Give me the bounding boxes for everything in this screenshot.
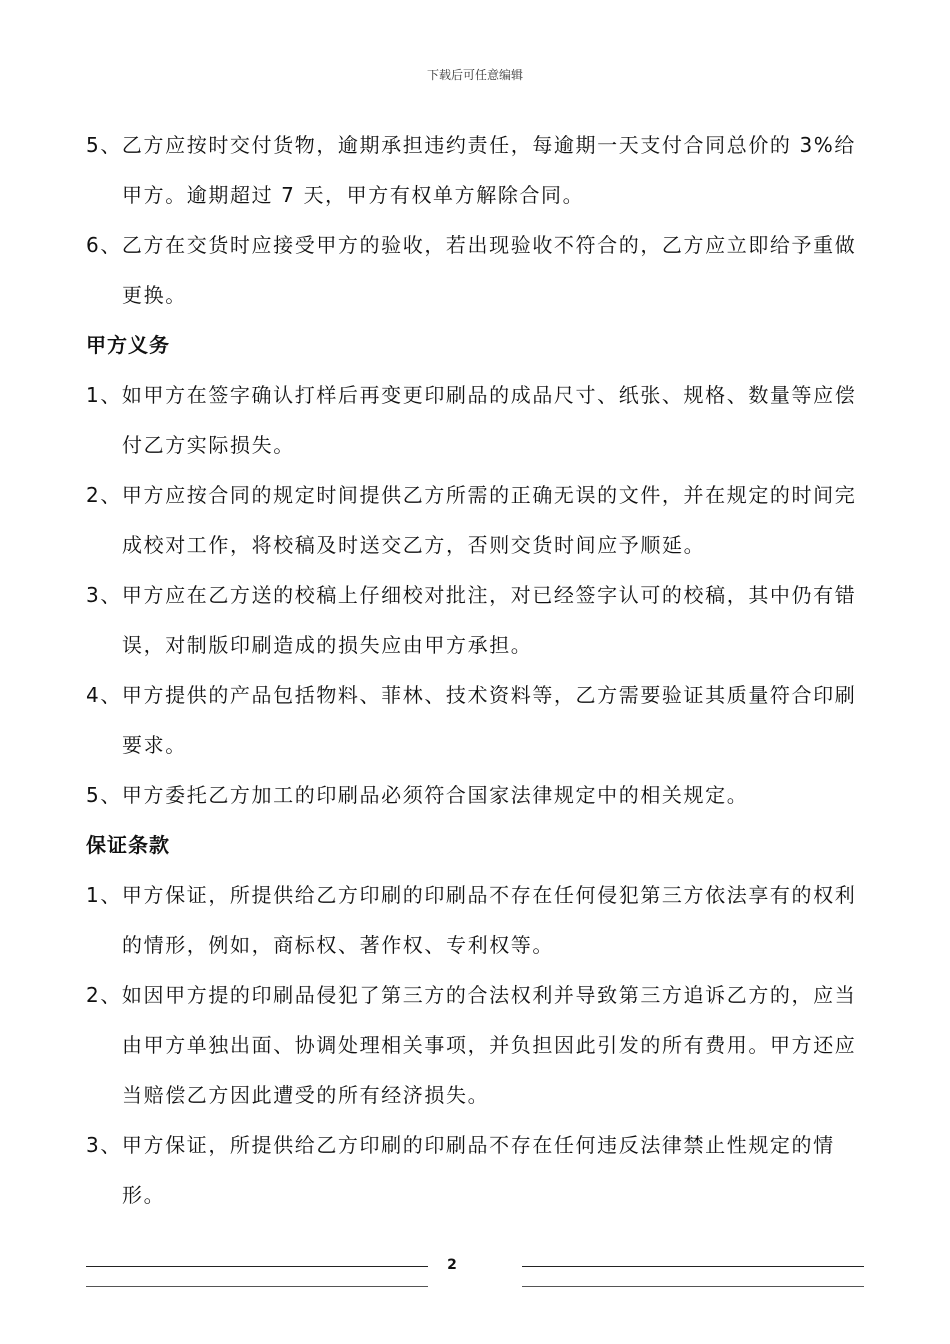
clause-guarantee-1: 1、甲方保证，所提供给乙方印刷的印刷品不存在任何侵犯第三方依法享有的权利的情形，例如，商标权、著作权、专利权等。 (86, 883, 857, 957)
header-note: 下载后可任意编辑 (426, 68, 523, 82)
clause-jia-2: 2、甲方应按合同的规定时间提供乙方所需的正确无误的文件，并在规定的时间完成校对工作，将校稿及时送交乙方，否则交货时间应予顺延。 (86, 483, 857, 557)
footer-rule-right-lower (522, 1286, 864, 1287)
clause-yi-5: 5、乙方应按时交付货物，逾期承担违约责任，每逾期一天支付合同总价的 3%给甲方。逾期超过 7 天，甲方有权单方解除合同。 (86, 133, 857, 207)
clause-yi-6: 6、乙方在交货时应接受甲方的验收，若出现验收不符合的，乙方应立即给予重做更换。 (86, 233, 857, 307)
page-number: 2 (447, 1257, 457, 1273)
clause-jia-3: 3、甲方应在乙方送的校稿上仔细校对批注，对已经签字认可的校稿，其中仍有错误，对制版印刷造成的损失应由甲方承担。 (86, 583, 857, 657)
clause-jia-5: 5、甲方委托乙方加工的印刷品必须符合国家法律规定中的相关规定。 (86, 783, 749, 807)
clause-jia-1: 1、如甲方在签字确认打样后再变更印刷品的成品尺寸、纸张、规格、数量等应偿付乙方实际损失。 (86, 383, 857, 457)
footer-rule-left-lower (86, 1286, 428, 1287)
section-heading-jia-obligations: 甲方义务 (86, 333, 170, 357)
clause-jia-4: 4、甲方提供的产品包括物料、菲林、技术资料等，乙方需要验证其质量符合印刷要求。 (86, 683, 857, 757)
page-footer (0, 1252, 950, 1292)
section-heading-guarantee: 保证条款 (86, 833, 170, 857)
clause-guarantee-3: 3、甲方保证，所提供给乙方印刷的印刷品不存在任何违反法律禁止性规定的情形。 (86, 1133, 835, 1207)
clause-guarantee-2: 2、如因甲方提的印刷品侵犯了第三方的合法权利并导致第三方追诉乙方的，应当由甲方单独出面、协调处理相关事项，并负担因此引发的所有费用。甲方还应当赔偿乙方因此遭受的所有经济损失。 (86, 983, 857, 1107)
footer-rule-right (522, 1266, 864, 1267)
footer-rule-left (86, 1266, 428, 1267)
document-body (86, 120, 876, 1220)
